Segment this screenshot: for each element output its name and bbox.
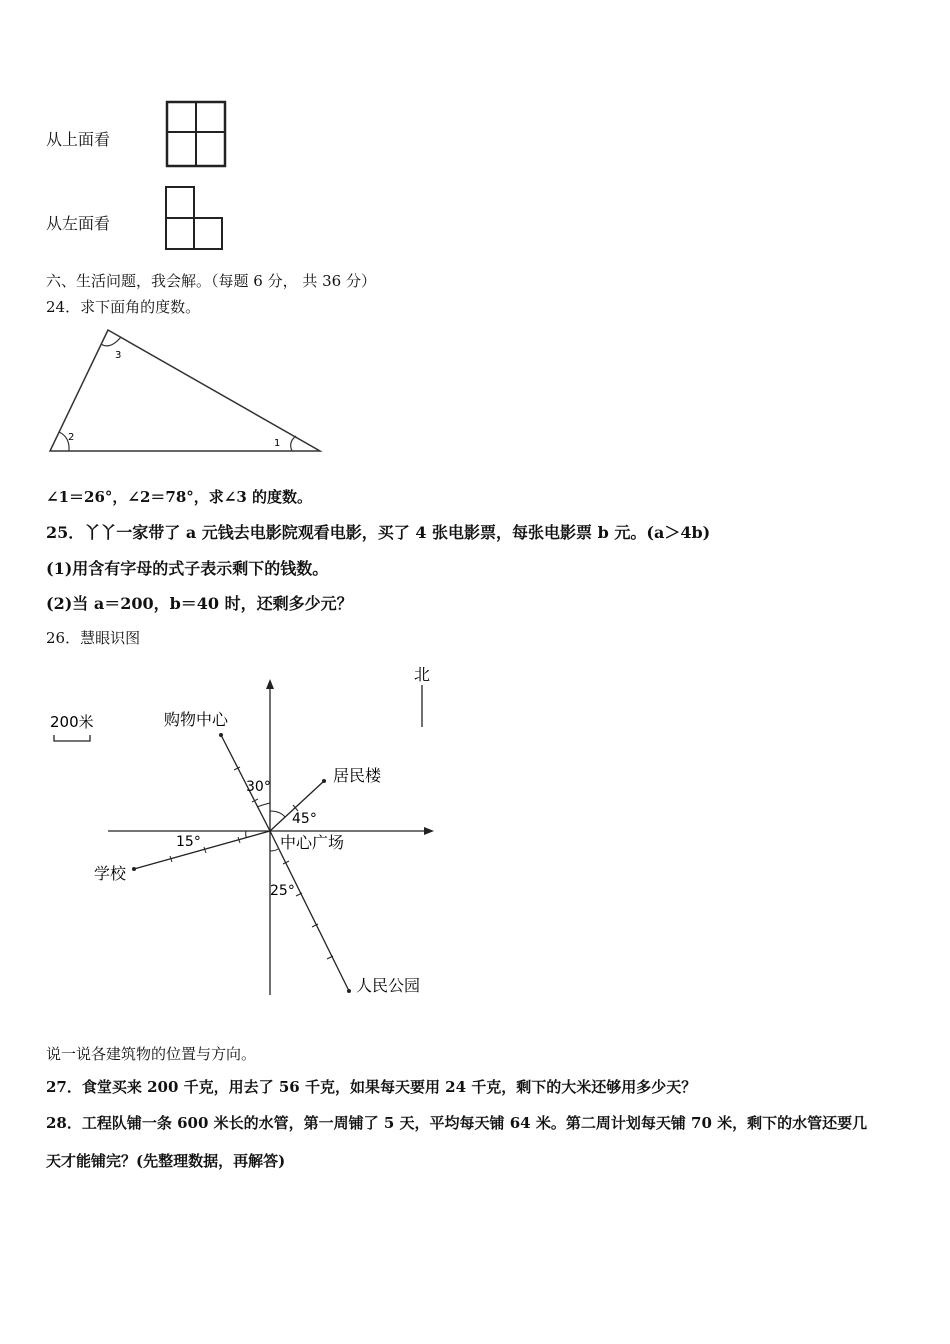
q25-text: 25．丫丫一家带了 a 元钱去电影院观看电影，买了 4 张电影票，每张电影票 b 元。(a＞4b)	[46, 523, 711, 542]
angle-school-label: 15°	[176, 834, 201, 850]
school-label: 学校	[94, 864, 127, 883]
north-label: 北	[414, 665, 431, 684]
top-view-figure	[160, 98, 232, 170]
scale-bar	[54, 735, 90, 741]
angle-3-label: 3	[115, 350, 122, 361]
q26-prompt: 说一说各建筑物的位置与方向。	[46, 1045, 257, 1063]
section-heading: 六、生活问题，我会解。（每题 6 分， 共 36 分）	[46, 272, 376, 290]
direction-map	[40, 655, 450, 1005]
scale-label: 200米	[50, 713, 94, 731]
q25-part1: (1)用含有字母的式子表示剩下的钱数。	[46, 559, 329, 578]
q24-triangle	[44, 324, 326, 458]
q26-text: 26．慧眼识图	[46, 629, 141, 647]
q24-given: ∠1＝26°，∠2＝78°，求∠3 的度数。	[46, 488, 312, 506]
left-view-figure	[160, 183, 232, 255]
q28-line2: 天才能铺完？(先整理数据，再解答)	[46, 1152, 286, 1170]
shopping-center-label: 购物中心	[164, 710, 229, 729]
q25-part2: (2)当 a＝200，b＝40 时，还剩多少元？	[46, 594, 353, 613]
q24-text: 24．求下面角的度数。	[46, 298, 201, 316]
top-view-label: 从上面看	[46, 130, 111, 149]
center-plaza-label: 中心广场	[280, 833, 345, 852]
q27-text: 27．食堂买来 200 千克，用去了 56 千克，如果每天要用 24 千克，剩下的大米还够用多少天？	[46, 1078, 697, 1096]
angle-2-label: 2	[68, 432, 75, 443]
left-view-label: 从左面看	[46, 214, 111, 233]
angle-1-label: 1	[274, 438, 281, 449]
q28-line1: 28．工程队铺一条 600 米长的水管，第一周铺了 5 天，平均每天铺 64 米。第二周计划每天铺 70 米，剩下的水管还要几	[46, 1114, 868, 1132]
angle-shopping-label: 30°	[246, 779, 271, 795]
angle-park-label: 25°	[270, 883, 295, 899]
residential-label: 居民楼	[333, 766, 382, 785]
park-label: 人民公园	[356, 976, 421, 995]
angle-residential-label: 45°	[292, 811, 317, 827]
